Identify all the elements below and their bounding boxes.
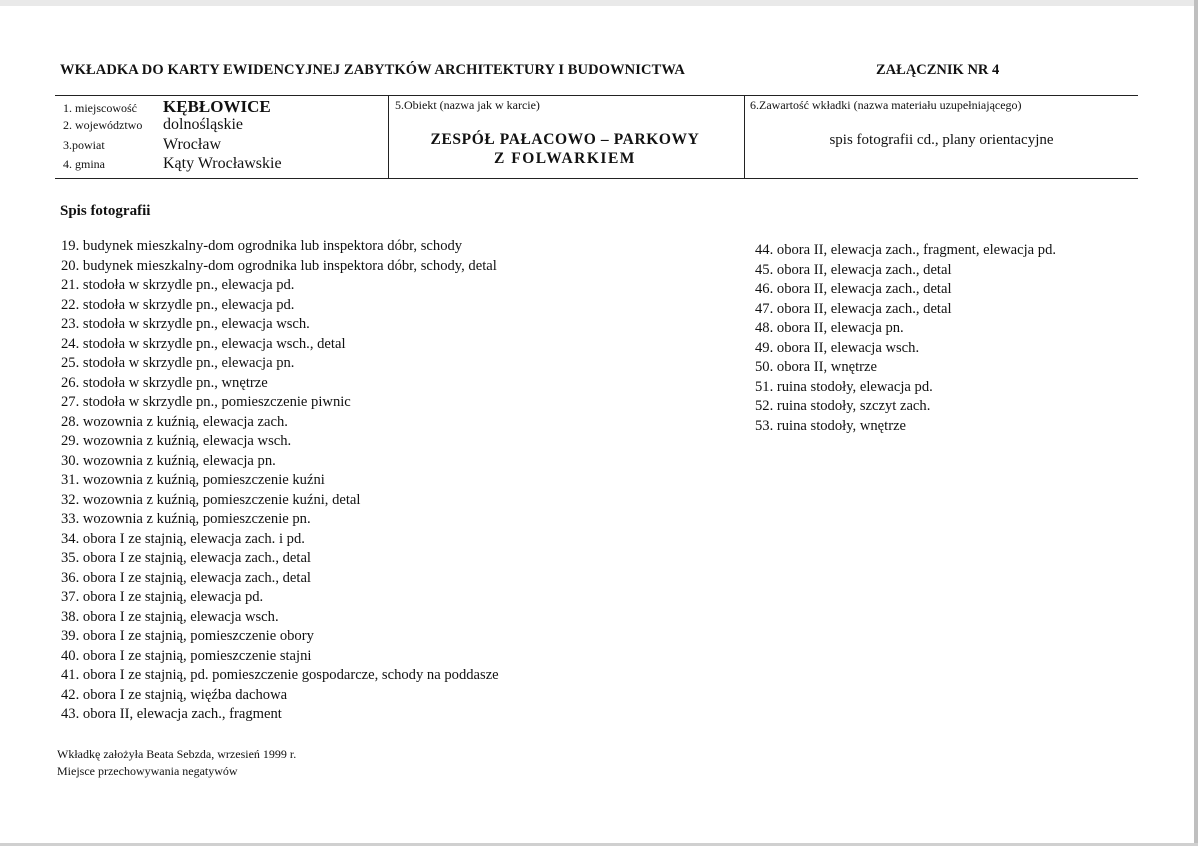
list-item: 28. wozownia z kuźnią, elewacja zach. <box>61 413 288 430</box>
list-item: 23. stodoła w skrzydle pn., elewacja wsch. <box>61 316 310 332</box>
list-item: 39. obora I ze stajnią, pomieszczenie obory <box>61 628 314 644</box>
list-item: 37. obora I ze stajnią, elewacja pd. <box>61 589 264 605</box>
list-item: 25. stodoła w skrzydle pn., elewacja pn. <box>61 355 295 371</box>
list-item: 46. obora II, elewacja zach., detal <box>755 281 952 297</box>
list-item: 53. ruina stodoły, wnętrze <box>755 417 907 434</box>
header-top-rule <box>55 95 1138 96</box>
list-item: 44. obora II, elewacja zach., fragment, elewacja pd. <box>755 242 1057 258</box>
section-title: Spis fotografii <box>60 203 151 219</box>
object-label: 5.Obiekt (nazwa jak w karcie) <box>395 98 540 112</box>
county-row <box>63 136 221 154</box>
list-item: 27. stodoła w skrzydle pn., pomieszczenie piwnic <box>61 394 351 410</box>
commune-row <box>63 155 282 173</box>
voivodeship-label: 2. województwo <box>63 118 143 132</box>
voivodeship-value: dolnośląskie <box>163 116 243 133</box>
object-name-line2: Z FOLWARKIEM <box>494 150 636 167</box>
list-item: 22. stodoła w skrzydle pn., elewacja pd. <box>61 296 295 313</box>
county-value: Wrocław <box>163 136 221 153</box>
photo-list-left <box>61 237 499 725</box>
county-label: 3.powiat <box>63 138 105 152</box>
list-item: 32. wozownia z kuźnią, pomieszczenie kuźni, detal <box>61 491 361 508</box>
list-item: 52. ruina stodoły, szczyt zach. <box>755 398 931 414</box>
author-note: Wkładkę założyła Beata Sebzda, wrzesień 1999 r. <box>57 747 297 761</box>
voivodeship-row <box>63 116 243 134</box>
list-item: 30. wozownia z kuźnią, elewacja pn. <box>61 452 276 469</box>
list-item: 49. obora II, elewacja wsch. <box>755 339 920 356</box>
list-item: 47. obora II, elewacja zach., detal <box>755 300 952 317</box>
list-item: 38. obora I ze stajnią, elewacja wsch. <box>61 608 279 625</box>
list-item: 41. obora I ze stajnią, pd. pomieszczenie gospodarcze, schody na poddasze <box>61 667 499 683</box>
contents-value: spis fotografii cd., plany orientacyjne <box>829 132 1054 148</box>
list-item: 29. wozownia z kuźnią, elewacja wsch. <box>61 433 292 449</box>
list-item: 45. obora II, elewacja zach., detal <box>755 261 952 278</box>
list-item: 48. obora II, elewacja pn. <box>755 320 904 336</box>
object-name-line1: ZESPÓŁ PAŁACOWO – PARKOWY <box>430 131 700 148</box>
locality-row <box>63 97 271 117</box>
annex-number: ZAŁĄCZNIK NR 4 <box>876 62 1000 78</box>
list-item: 20. budynek mieszkalny-dom ogrodnika lub inspektora dóbr, schody, detal <box>61 257 497 274</box>
list-item: 42. obora I ze stajnią, więźba dachowa <box>61 686 288 703</box>
locality-label: 1. miejscowość <box>63 101 137 115</box>
document-title: WKŁADKA DO KARTY EWIDENCYJNEJ ZABYTKÓW ARCHITEKTURY I BUDOWNICTWA <box>60 62 685 78</box>
list-item: 26. stodoła w skrzydle pn., wnętrze <box>61 374 268 391</box>
list-item: 40. obora I ze stajnią, pomieszczenie stajni <box>61 647 312 664</box>
locality-value: KĘBŁOWICE <box>163 97 271 116</box>
photo-list-right <box>755 241 1056 436</box>
commune-value: Kąty Wrocławskie <box>163 155 282 172</box>
list-item: 21. stodoła w skrzydle pn., elewacja pd. <box>61 277 295 293</box>
scan-edge-top <box>0 0 1198 6</box>
list-item: 33. wozownia z kuźnią, pomieszczenie pn. <box>61 511 311 527</box>
header-table <box>55 95 1138 179</box>
list-item: 36. obora I ze stajnią, elewacja zach., detal <box>61 569 311 586</box>
negatives-storage-note: Miejsce przechowywania negatywów <box>57 764 238 778</box>
list-item: 19. budynek mieszkalny-dom ogrodnika lub inspektora dóbr, schody <box>61 238 463 254</box>
list-item: 50. obora II, wnętrze <box>755 359 877 375</box>
list-item: 43. obora II, elewacja zach., fragment <box>61 706 282 722</box>
scan-edge-right <box>1194 0 1198 846</box>
list-item: 34. obora I ze stajnią, elewacja zach. i pd. <box>61 530 305 547</box>
list-item: 51. ruina stodoły, elewacja pd. <box>755 378 933 395</box>
commune-label: 4. gmina <box>63 157 105 171</box>
list-item: 31. wozownia z kuźnią, pomieszczenie kuźni <box>61 472 325 488</box>
contents-label: 6.Zawartość wkładki (nazwa materiału uzupełniającego) <box>750 98 1022 112</box>
header-bottom-rule <box>55 178 1138 179</box>
list-item: 24. stodoła w skrzydle pn., elewacja wsch., detal <box>61 335 346 352</box>
list-item: 35. obora I ze stajnią, elewacja zach., detal <box>61 550 311 566</box>
